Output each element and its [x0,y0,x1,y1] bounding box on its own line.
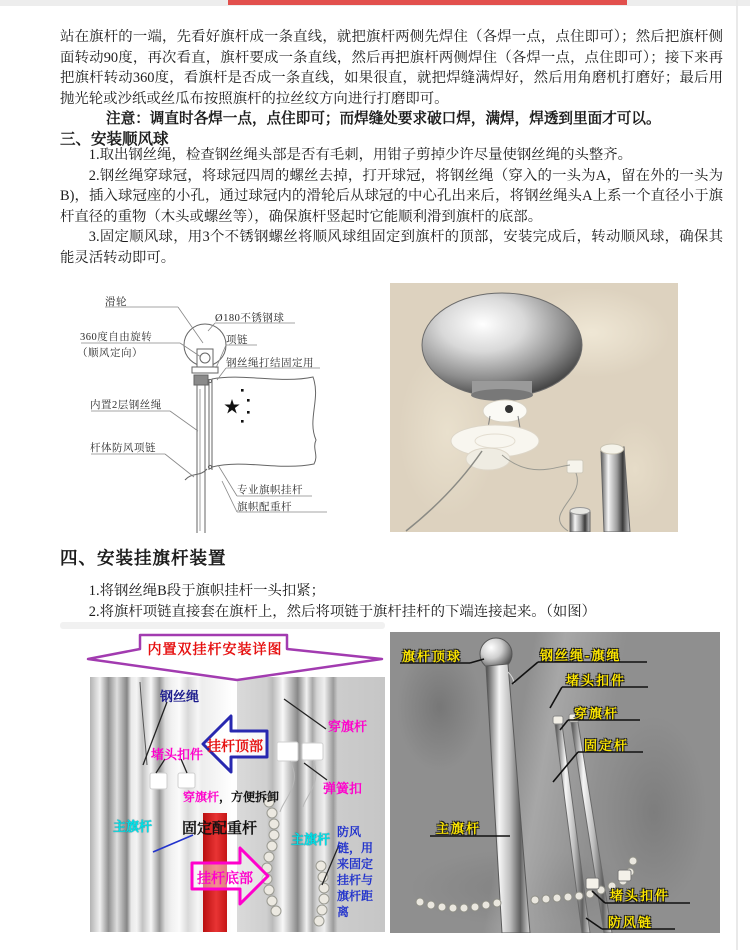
label-plug-fitting-2: 堵头扣件 [610,888,671,903]
label-chuan-note [183,788,279,805]
label-hanger-bottom: 挂杆底部 [197,870,253,886]
section3-step-2: 2.钢丝绳穿球冠，将球冠四周的螺丝去掉，打开球冠，将钢丝绳（穿入的一头为A，留在外的一头为B)，插入球冠座的小孔，通过球冠内的滑轮后从球冠的中心孔出来后，将钢丝绳头A上系一个直径小于旗杆直径的重物（木头或螺丝等），确保旗杆竖起时它能顺利滑到旗杆的底部。 [60,167,723,225]
double-hanger-detail-image [85,632,385,935]
diagram-label-pulley: 滑轮 [105,297,127,308]
label-plug-fitting: 堵头扣件 [151,747,204,762]
label-plug-fitting-1: 堵头扣件 [566,673,627,688]
section4-steps [60,581,723,623]
label-pole-top-ball: 旗杆顶球 [402,649,463,664]
flagpole-diagram [75,283,365,535]
label-wire-rope: 钢丝绳 [160,689,200,704]
label-wind-chain-note: 防风链，用来固定挂杆与旗杆距离 [337,825,374,919]
section3-steps [60,145,723,269]
image-top-strip [60,622,385,629]
page-right-edge [736,0,738,950]
label-main-pole: 主旗杆 [436,821,482,836]
section4-heading: 四、安装挂旗杆装置 [60,548,227,568]
diagram-label-ball: Ø180不锈钢球 [215,313,285,324]
top-red-bar [228,0,627,5]
composite-banner-title: 内置双挂杆安装详图 [147,641,283,657]
diagram-label-inner-wire: 内置2层钢丝绳 [90,400,162,411]
label-main-pole-left: 主旗杆 [113,819,153,834]
section4-step-2: 2.将旗杆项链直接套在旗杆上，然后将项链于旗杆挂杆的下端连接起来。（如图） [88,604,597,620]
label-chuan-pole: 穿旗杆 [574,706,620,721]
label-chuan-note-colored: 穿旗杆 [183,790,220,804]
label-main-pole-right: 主旗杆 [291,832,331,847]
label-wind-chain: 防风链 [608,915,654,930]
diagram-label-chain: 项链 [226,335,248,346]
note-line: 注意：调直时各焊一点，点住即可；而焊缝处要求破口焊，满焊，焊透到里面才可以。 [106,111,661,127]
ball-parts-graphics [390,283,678,532]
pole-assembly-graphics [390,632,720,933]
label-chuan-right: 穿旗杆 [328,719,368,734]
pole-assembly-photo [390,632,720,933]
diagram-label-flag-pole: 专业旗帜挂杆 [237,485,303,496]
diagram-label-rotate: 360度自由旋转 [80,332,153,343]
label-hanger-top: 挂杆顶部 [207,738,263,754]
section4-step-1: 1.将钢丝绳B段于旗帜挂杆一头扣紧； [88,583,326,599]
diagram-label-rotate2: （顺风定向） [77,348,143,359]
intro-paragraph: 站在旗杆的一端，先看好旗杆成一条直线，就把旗杆两侧先焊住（各焊一点，点住即可）；然后把旗杆侧面转动90度，再次看直，旗杆要成一条直线，然后再把旗杆两侧焊住（各焊一点，点住即可）；接下来再把旗杆转动360度，看旗杆是否成一条直线，如果很直，就把焊缝满焊好，然后用角磨机打磨好；最后用抛光轮或沙纸或丝瓜布按照旗杆的拉丝纹方向进行打磨即可。 [60,29,723,107]
section3-step-1: 1.取出钢丝绳，检查钢丝绳头部是否有毛刺，用钳子剪掉少许尽量使钢丝绳的头整齐。 [88,147,633,163]
section3-step-3: 3.固定顺风球，用3个不锈钢螺丝将顺风球组固定到旗杆的顶部，安装完成后，转动顺风球，确保其能灵活转动即可。 [60,229,723,266]
label-fix-rod: 固定杆 [584,738,630,753]
diagram-label-wire-knot: 钢丝绳打结固定用 [226,358,314,369]
diagram-label-pole-chain: 杆体防风项链 [90,443,156,454]
label-weight-rod: 固定配重杆 [182,820,258,837]
section3-heading: 三、安装顺风球 [60,131,169,148]
label-spring-clip: 弹簧扣 [323,781,363,796]
label-chuan-note-black: ，方便拆卸 [219,790,280,804]
diagram-label-weight-pole: 旗帜配重杆 [237,502,292,513]
label-wire-flag-rope: 钢丝绳-旗绳 [540,648,622,663]
ball-parts-photo [390,283,678,532]
